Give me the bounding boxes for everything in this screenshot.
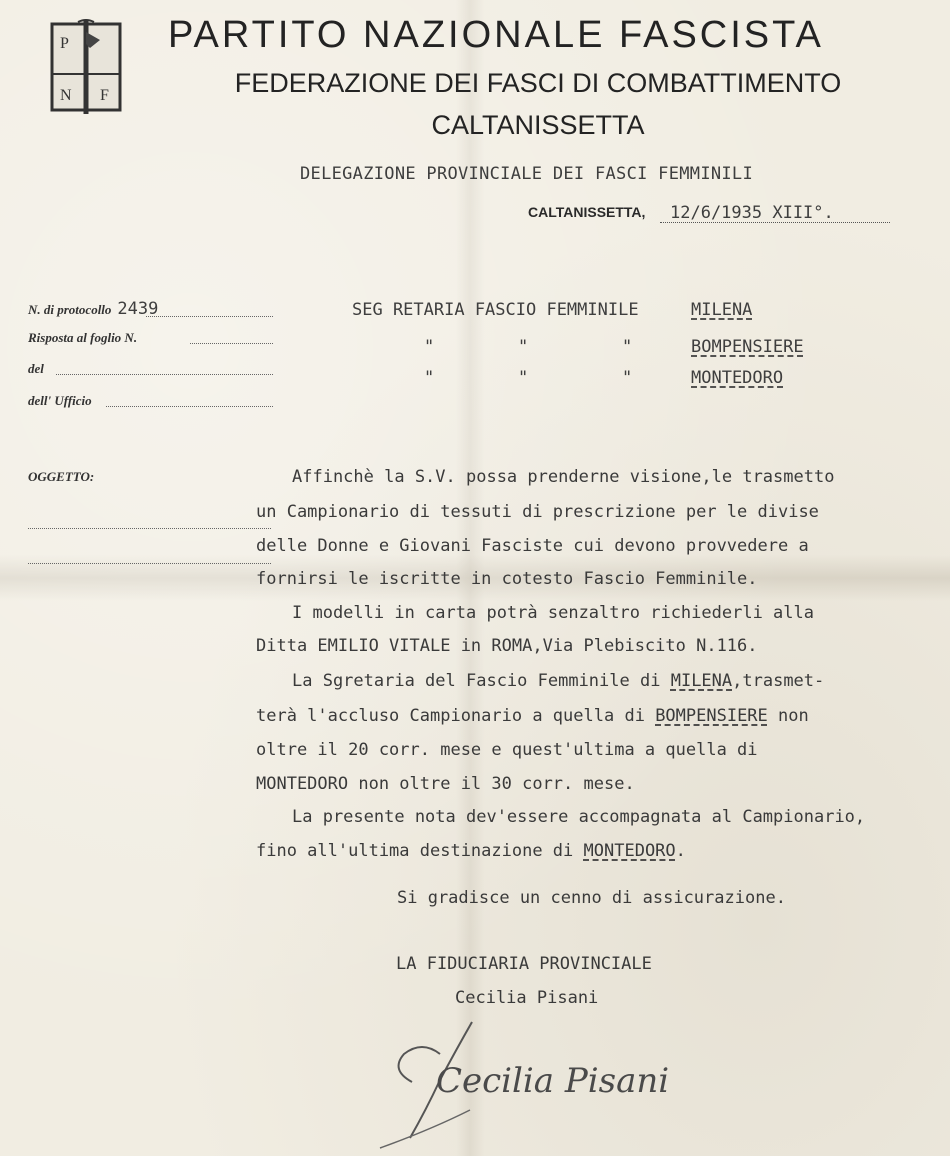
body-line: MONTEDORO non oltre il 30 corr. mese. — [256, 774, 635, 794]
addressee-prefix: SEG RETARIA FASCIO FEMMINILE — [352, 300, 639, 320]
body-line: La presente nota dev'essere accompagnata al Campionario, — [292, 807, 866, 827]
logo-letter-p: P — [60, 35, 69, 52]
date-value: 12/6/1935 XIII°. — [670, 203, 834, 223]
date-dotted-line — [660, 222, 890, 223]
subject-label: OGGETTO: — [28, 469, 95, 484]
body-line — [292, 671, 824, 691]
body-text: non — [778, 706, 809, 726]
closing-line: Si gradisce un cenno di assicurazione. — [397, 888, 786, 908]
office-field — [28, 393, 273, 409]
pnf-emblem-logo — [48, 18, 124, 116]
logo-letter-f: F — [100, 87, 109, 104]
body-line: oltre il 20 corr. mese e quest'ultima a quella di — [256, 740, 758, 760]
body-text: ,trasmet- — [732, 671, 825, 691]
federation-heading: FEDERAZIONE DEI FASCI DI COMBATTIMENTO — [234, 68, 842, 98]
signature-script: Cecilia Pisani — [436, 1061, 670, 1101]
subject-dotted-line — [28, 528, 271, 529]
office-dotted-line — [106, 406, 273, 407]
ditto-mark: " — [518, 337, 529, 357]
ditto-mark: " — [424, 368, 435, 388]
body-town-bompensiere: BOMPENSIERE — [655, 706, 768, 726]
body-line: delle Donne e Giovani Fasciste cui devono provvedere a — [256, 536, 809, 556]
body-line — [256, 706, 809, 726]
reply-field — [28, 330, 273, 346]
body-town-montedoro: MONTEDORO — [583, 841, 676, 861]
body-text: fino all'ultima destinazione di — [256, 841, 574, 861]
delegation-subheading: DELEGAZIONE PROVINCIALE DEI FASCI FEMMINILI — [300, 164, 753, 184]
protocol-dotted-line — [146, 316, 273, 317]
protocol-field — [28, 299, 273, 319]
ditto-mark: " — [518, 368, 529, 388]
reply-label: Risposta al foglio N. — [28, 330, 138, 345]
body-town-milena: MILENA — [670, 671, 733, 691]
date-label: CALTANISSETTA, — [528, 204, 646, 220]
body-line — [256, 841, 686, 861]
body-line: un Campionario di tessuti di prescrizione per le divise — [256, 502, 819, 522]
ditto-mark: " — [622, 337, 633, 357]
addressee-montedoro: MONTEDORO — [691, 368, 784, 388]
body-text: terà l'accluso Campionario a quella di — [256, 706, 645, 726]
signer-name: Cecilia Pisani — [455, 988, 599, 1008]
body-line: Affinchè la S.V. possa prenderne visione,le trasmetto — [292, 467, 835, 487]
reply-dotted-line — [190, 343, 273, 344]
protocol-value: 2439 — [117, 299, 159, 319]
addressee-milena: MILENA — [691, 300, 753, 320]
addressee-bompensiere: BOMPENSIERE — [691, 337, 804, 357]
office-label: dell' Ufficio — [28, 393, 92, 408]
body-text: . — [675, 841, 686, 861]
handwritten-signature — [360, 1010, 780, 1150]
logo-letter-n: N — [60, 87, 72, 104]
subject-dotted-line — [28, 563, 271, 564]
del-label: del — [28, 361, 44, 376]
body-line: Ditta EMILIO VITALE in ROMA,Via Plebiscito N.116. — [256, 636, 758, 656]
ditto-mark: " — [622, 368, 633, 388]
signer-title: LA FIDUCIARIA PROVINCIALE — [396, 954, 652, 974]
body-line: I modelli in carta potrà senzaltro richiederli alla — [292, 603, 814, 623]
body-text: La Sgretaria del Fascio Femminile di — [292, 671, 661, 691]
party-heading: PARTITO NAZIONALE FASCISTA — [168, 14, 824, 56]
ditto-mark: " — [424, 337, 435, 357]
city-heading: CALTANISSETTA — [431, 110, 645, 140]
body-line: fornirsi le iscritte in cotesto Fascio Femminile. — [256, 569, 758, 589]
del-dotted-line — [56, 374, 273, 375]
del-field — [28, 361, 273, 377]
protocol-label: N. di protocollo — [28, 302, 112, 317]
